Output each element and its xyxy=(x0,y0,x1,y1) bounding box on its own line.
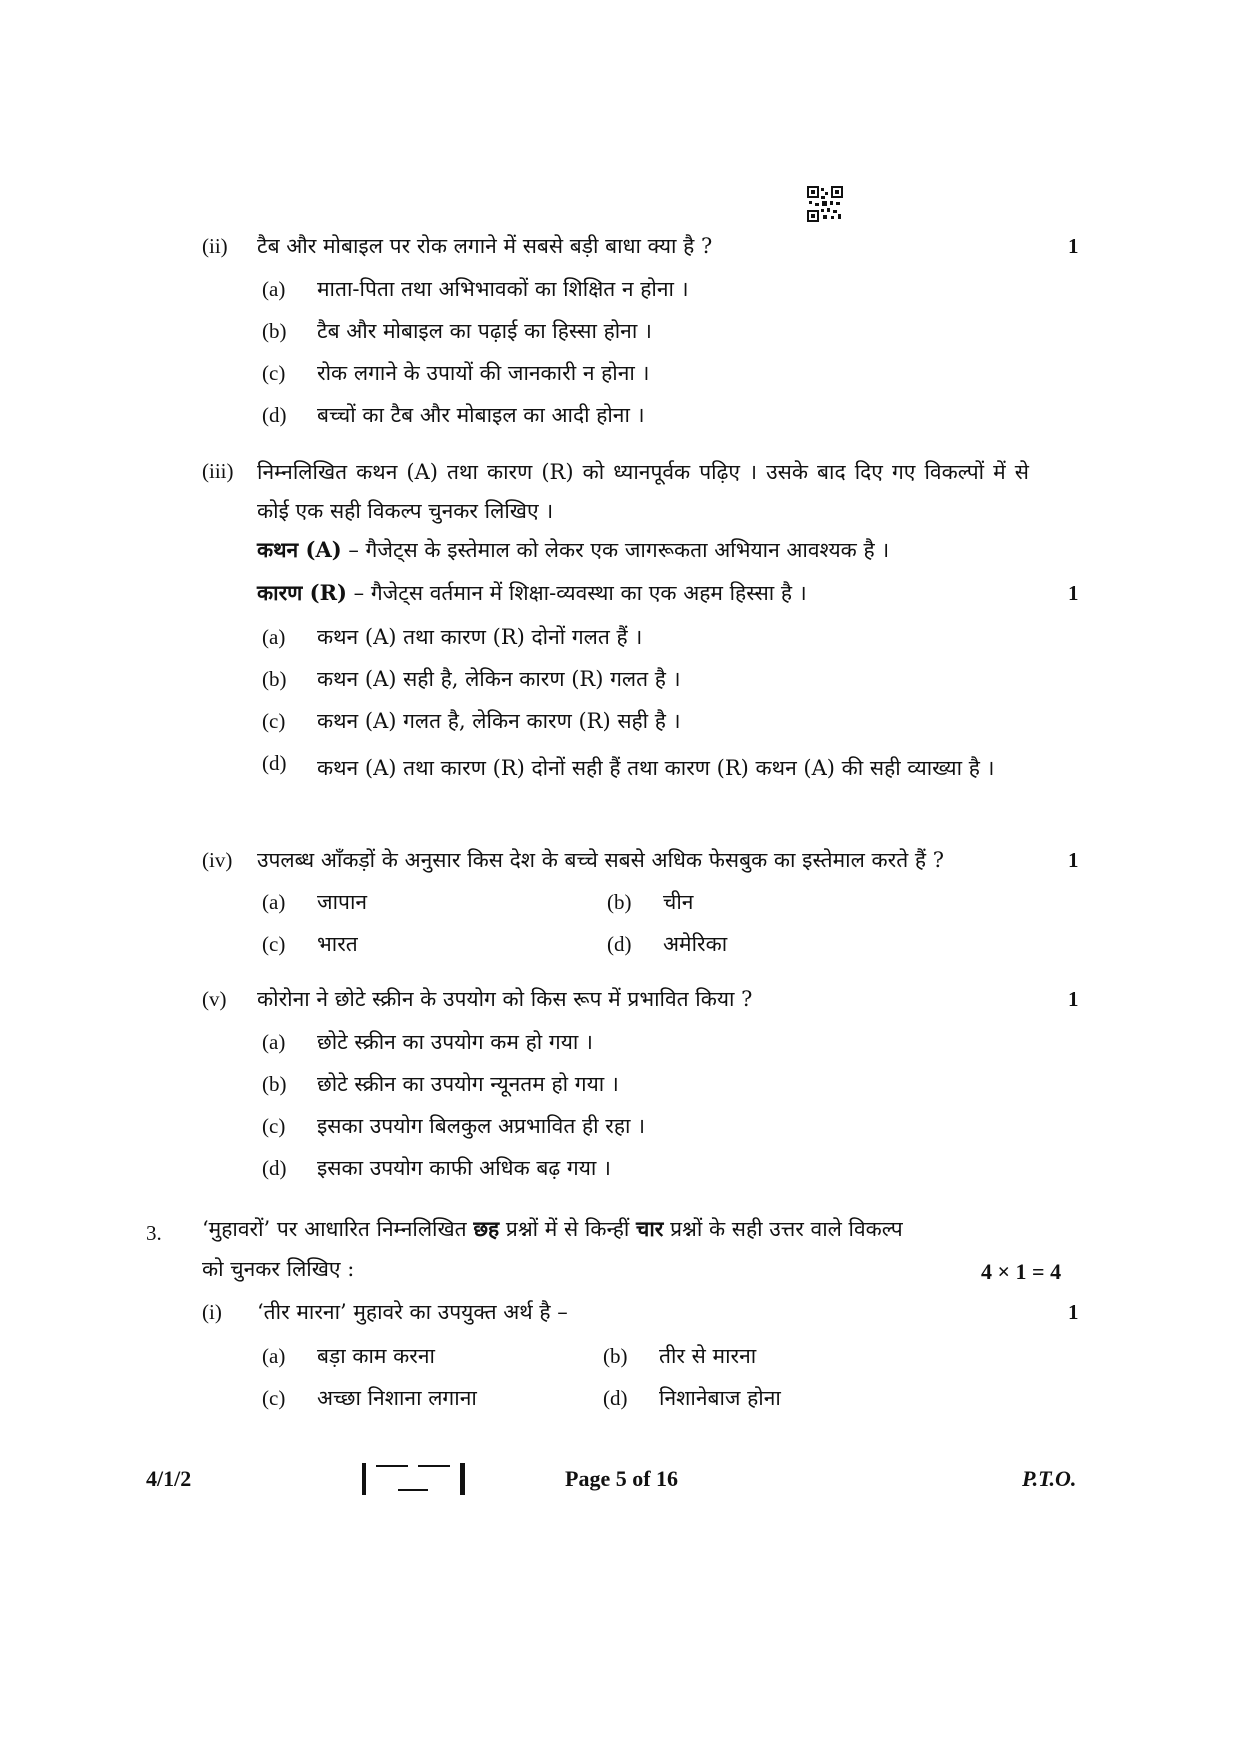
question-marks: 1 xyxy=(1068,581,1079,605)
option-text: रोक लगाने के उपायों की जानकारी न होना । xyxy=(317,361,650,385)
option-text: अमेरिका xyxy=(663,932,728,956)
question-text xyxy=(202,1215,903,1243)
question-number: (i) xyxy=(202,1300,222,1324)
option-text: कथन (A) तथा कारण (R) दोनों सही हैं तथा कारण (R) कथन (A) की सही व्याख्या है । xyxy=(317,756,995,780)
question-text: निम्नलिखित कथन (A) तथा कारण (R) को ध्यानपूर्वक पढ़िए । उसके बाद दिए गए विकल्पों में से कोई एक सही विकल्प चुनकर लिखिए । xyxy=(257,460,1029,523)
question-number: (v) xyxy=(202,987,227,1011)
option-label: (b) xyxy=(262,319,287,343)
option-label: (d) xyxy=(262,751,287,775)
option-label: (b) xyxy=(607,890,632,914)
option-label: (a) xyxy=(262,1030,286,1054)
question-number: (iii) xyxy=(202,459,234,483)
reason-label: कारण (R) xyxy=(257,580,347,605)
option-text: छोटे स्क्रीन का उपयोग न्यूनतम हो गया । xyxy=(317,1072,619,1096)
option-text: भारत xyxy=(317,932,358,956)
option-label: (d) xyxy=(262,403,287,427)
option-label: (d) xyxy=(603,1386,628,1410)
option-label: (c) xyxy=(262,932,286,956)
option-text: छोटे स्क्रीन का उपयोग कम हो गया । xyxy=(317,1030,593,1054)
option-text: चीन xyxy=(663,890,694,914)
qr-code-icon xyxy=(807,186,843,222)
option-label: (a) xyxy=(262,625,286,649)
option-text: इसका उपयोग काफी अधिक बढ़ गया । xyxy=(317,1156,611,1180)
option-text: जापान xyxy=(317,890,368,914)
question-text: ‘तीर मारना’ मुहावरे का उपयुक्त अर्थ है – xyxy=(257,1300,568,1324)
option-label: (d) xyxy=(262,1156,287,1180)
assertion xyxy=(257,536,889,564)
q3-text-part: प्रश्नों में से किन्हीं xyxy=(499,1217,637,1241)
paper-code: 4/1/2 xyxy=(146,1466,192,1491)
question-marks: 1 xyxy=(1068,987,1079,1011)
question-marks: 1 xyxy=(1068,234,1079,258)
question-marks: 1 xyxy=(1068,848,1079,872)
option-text: इसका उपयोग बिलकुल अप्रभावित ही रहा । xyxy=(317,1114,646,1138)
option-text: कथन (A) सही है, लेकिन कारण (R) गलत है । xyxy=(317,667,681,691)
q3-bold-word: चार xyxy=(636,1216,664,1241)
option-text: बच्चों का टैब और मोबाइल का आदी होना । xyxy=(317,403,645,427)
q3-text-part: प्रश्नों के सही उत्तर वाले विकल्प xyxy=(663,1217,903,1241)
question-text: टैब और मोबाइल पर रोक लगाने में सबसे बड़ी बाधा क्या है ? xyxy=(257,234,713,258)
option-text: टैब और मोबाइल का पढ़ाई का हिस्सा होना । xyxy=(317,319,652,343)
question-marks: 4 × 1 = 4 xyxy=(981,1259,1062,1284)
question-number: 3. xyxy=(146,1221,162,1245)
option-label: (c) xyxy=(262,361,286,385)
option-label: (b) xyxy=(262,667,287,691)
q3-bold-word: छह xyxy=(473,1216,500,1241)
assertion-text: – गैजेट्स के इस्तेमाल को लेकर एक जागरूकता अभियान आवश्यक है । xyxy=(341,538,890,562)
question-number: (iv) xyxy=(202,848,233,872)
barcode-icon xyxy=(362,1463,466,1495)
option-text: कथन (A) गलत है, लेकिन कारण (R) सही है । xyxy=(317,709,681,733)
question-text: उपलब्ध आँकड़ों के अनुसार किस देश के बच्चे सबसे अधिक फेसबुक का इस्तेमाल करते हैं ? xyxy=(257,848,944,872)
option-text: बड़ा काम करना xyxy=(317,1344,435,1368)
option-label: (c) xyxy=(262,1114,286,1138)
option-text: निशानेबाज होना xyxy=(659,1386,781,1410)
assertion-label: कथन (A) xyxy=(257,537,342,562)
page-number: Page 5 of 16 xyxy=(565,1466,679,1491)
option-text: अच्छा निशाना लगाना xyxy=(317,1386,477,1410)
option-label: (a) xyxy=(262,1344,286,1368)
option-label: (d) xyxy=(607,932,632,956)
reason xyxy=(257,579,807,607)
reason-text: – गैजेट्स वर्तमान में शिक्षा-व्यवस्था का एक अहम हिस्सा है । xyxy=(346,581,807,605)
question-marks: 1 xyxy=(1068,1300,1079,1324)
question-number: (ii) xyxy=(202,234,228,258)
option-text: माता-पिता तथा अभिभावकों का शिक्षित न होना । xyxy=(317,277,689,301)
option-label: (b) xyxy=(262,1072,287,1096)
option-label: (b) xyxy=(603,1344,628,1368)
question-text: कोरोना ने छोटे स्क्रीन के उपयोग को किस रूप में प्रभावित किया ? xyxy=(257,987,753,1011)
option-text: तीर से मारना xyxy=(659,1344,757,1368)
pto-label: P.T.O. xyxy=(1022,1466,1077,1491)
option-label: (c) xyxy=(262,1386,286,1410)
question-text-line2: को चुनकर लिखिए : xyxy=(202,1257,355,1281)
option-label: (a) xyxy=(262,890,286,914)
option-text: कथन (A) तथा कारण (R) दोनों गलत हैं । xyxy=(317,625,643,649)
option-label: (a) xyxy=(262,277,286,301)
option-label: (c) xyxy=(262,709,286,733)
q3-text-part: ‘मुहावरों’ पर आधारित निम्नलिखित xyxy=(202,1217,474,1241)
